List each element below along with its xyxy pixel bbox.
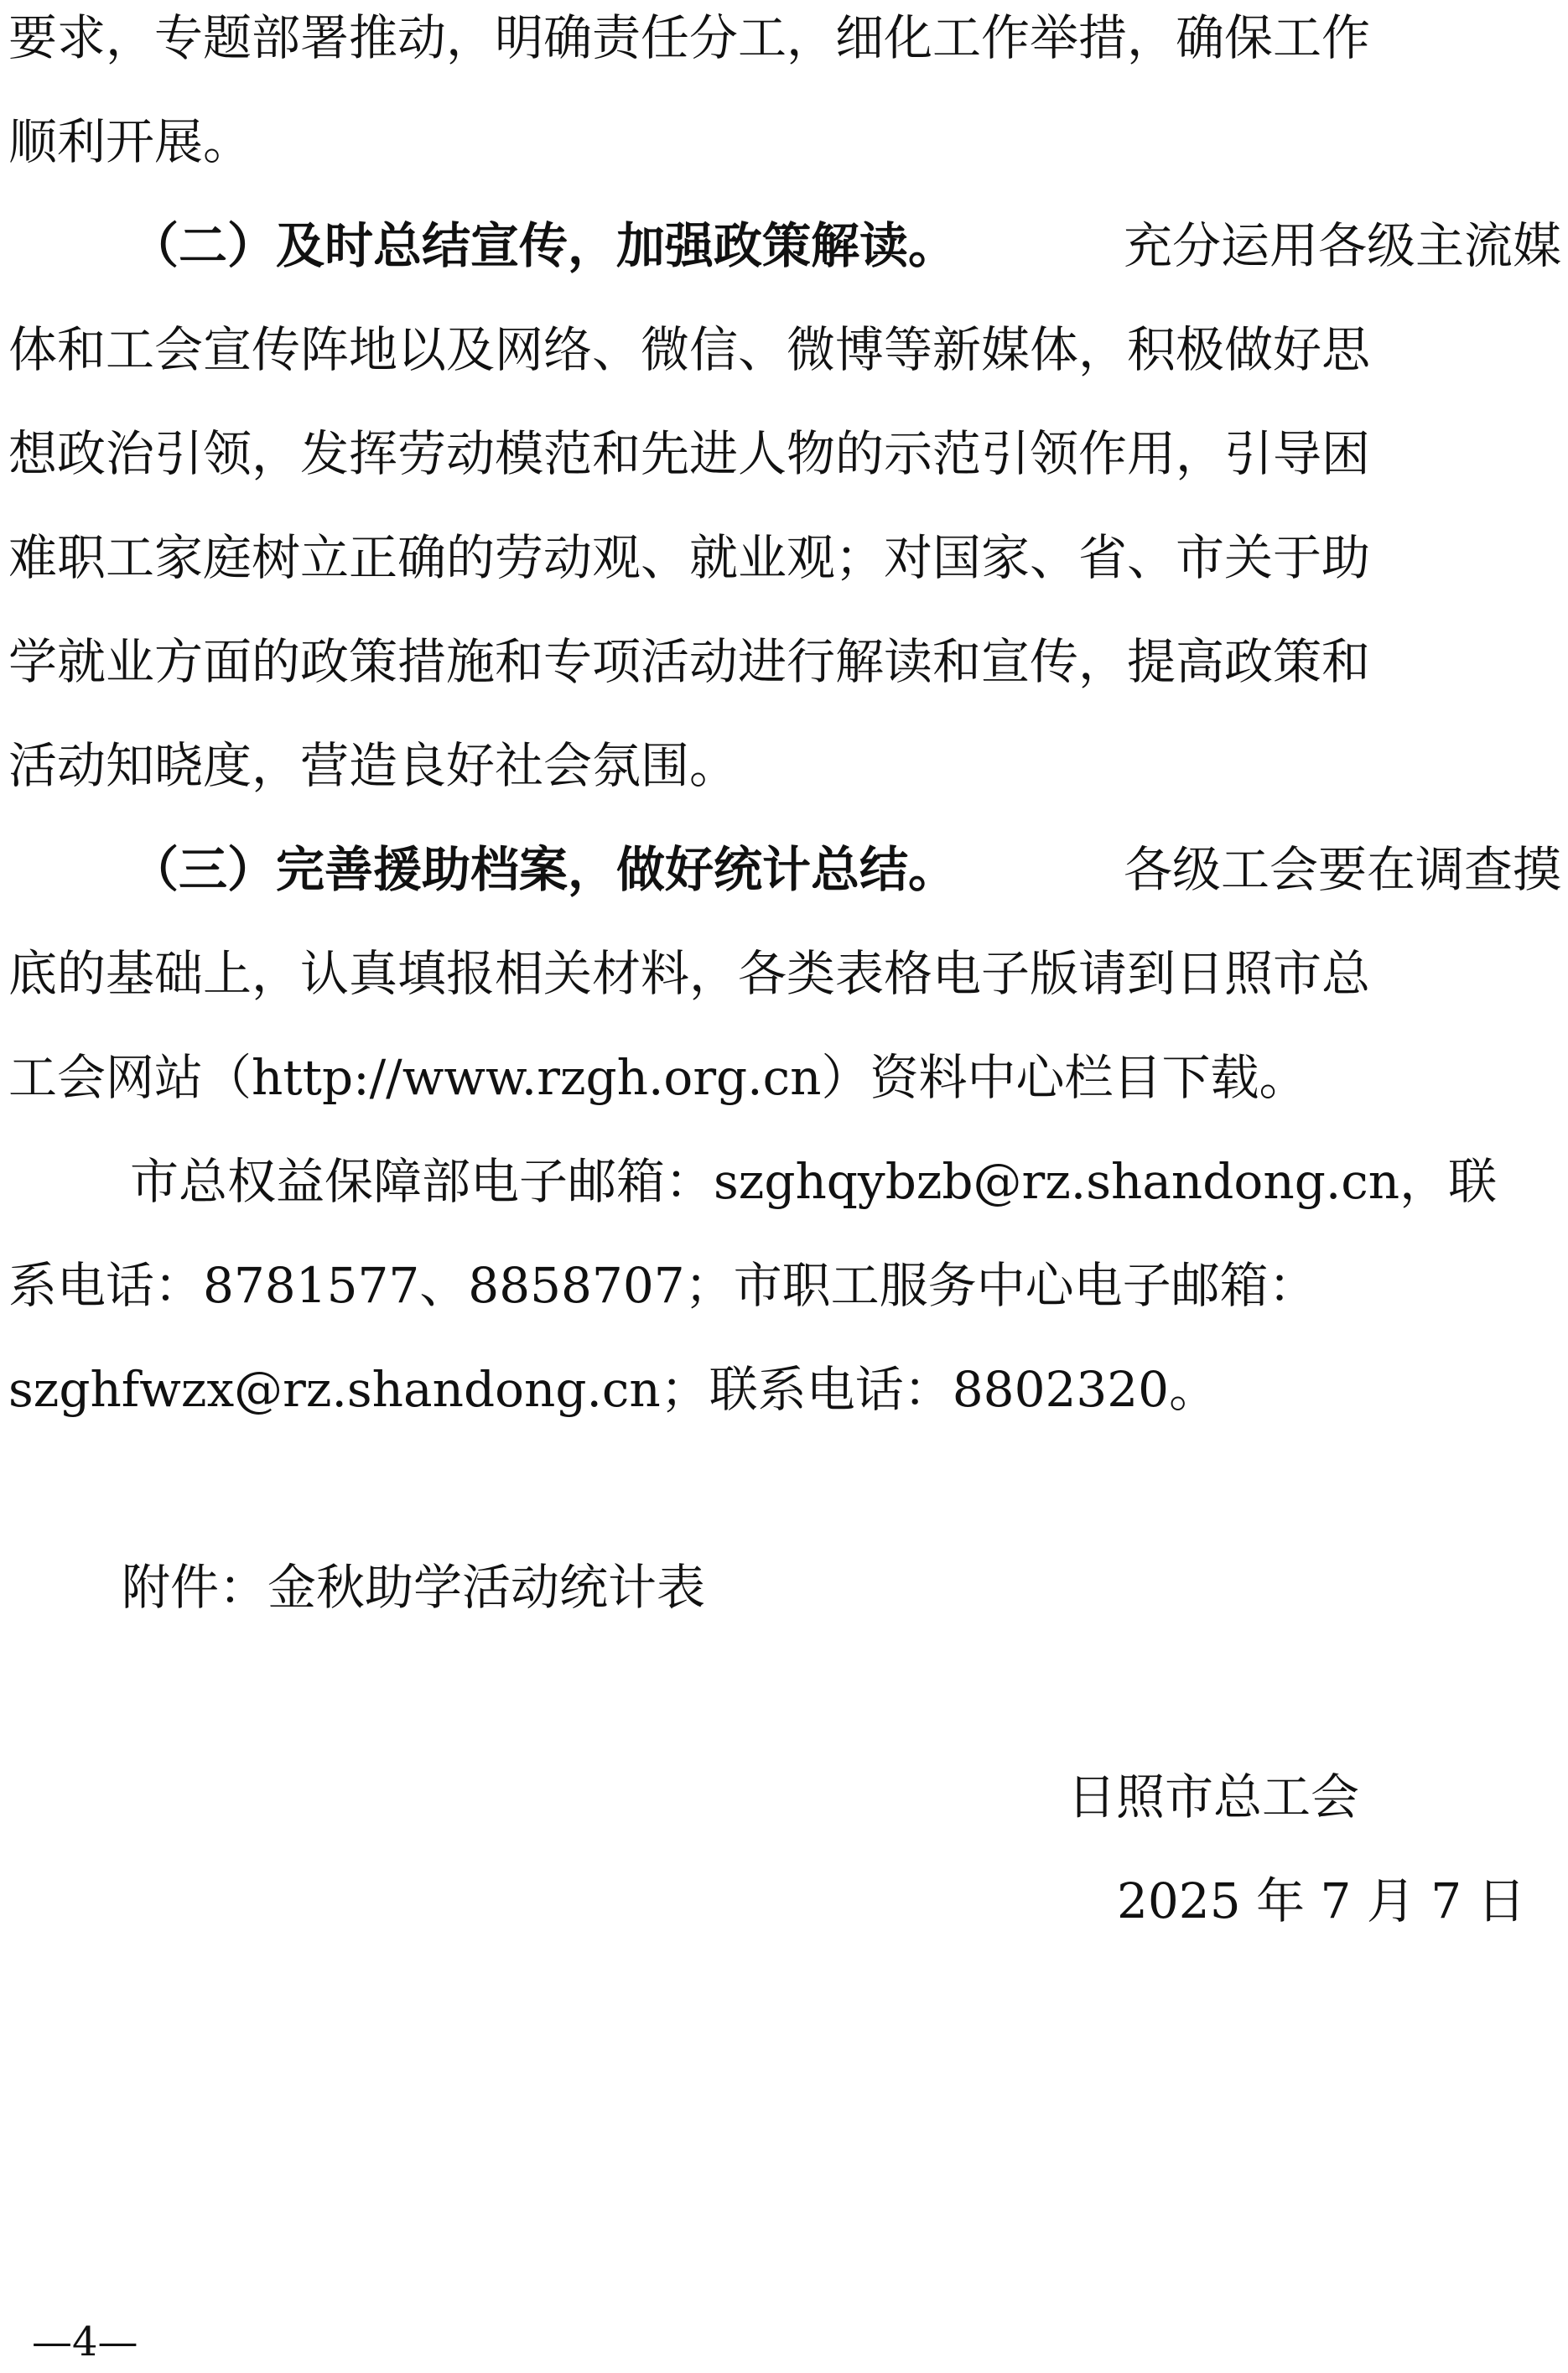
contact-line-3 — [8, 1360, 1561, 1419]
body-line-5 — [8, 424, 1561, 483]
body-line-1 — [8, 8, 1561, 67]
body-line-8 — [8, 736, 1561, 795]
email-contact-text: 市总权益保障部电子邮箱：szghqybzb@rz.shandong.cn，联 — [130, 1153, 1498, 1210]
body-line-4 — [8, 320, 1561, 379]
body-line-6 — [8, 528, 1561, 587]
body-line-2 — [8, 112, 1561, 171]
signer: 日照市总工会 — [1067, 1768, 1360, 1825]
phone-contact-text: 系电话：8781577、8858707；市职工服务中心电子邮箱： — [8, 1257, 1317, 1314]
section-3-text: 各级工会要在调查摸 — [1123, 841, 1561, 898]
section-3-heading-line — [8, 840, 1561, 899]
body-text: 难职工家庭树立正确的劳动观、就业观；对国家、省、市关于助 — [8, 529, 1371, 586]
body-line-11 — [8, 1048, 1561, 1107]
section-2-text: 充分运用各级主流媒 — [1123, 217, 1561, 274]
document-date: 2025 年 7 月 7 日 — [1117, 1872, 1526, 1929]
section-2-heading: （二）及时总结宣传，加强政策解读。 — [130, 217, 958, 274]
body-text: 要求，专题部署推动，明确责任分工，细化工作举措，确保工作 — [8, 9, 1371, 66]
email-phone-text: szghfwzx@rz.shandong.cn；联系电话：8802320。 — [8, 1361, 1218, 1418]
body-text: 底的基础上，认真填报相关材料，各类表格电子版请到日照市总 — [8, 945, 1371, 1002]
attachment-line: 附件：金秋助学活动统计表 — [122, 1559, 706, 1616]
website-text: 工会网站（http://www.rzgh.org.cn）资料中心栏目下载。 — [8, 1049, 1308, 1106]
page-number: —4— — [32, 2318, 138, 2365]
contact-line-2 — [8, 1256, 1561, 1315]
body-text: 顺利开展。 — [8, 113, 252, 170]
section-3-heading: （三）完善援助档案，做好统计总结。 — [130, 841, 958, 898]
body-text: 体和工会宣传阵地以及网络、微信、微博等新媒体，积极做好思 — [8, 321, 1371, 378]
body-text: 想政治引领，发挥劳动模范和先进人物的示范引领作用，引导困 — [8, 425, 1371, 482]
body-line-10 — [8, 944, 1561, 1003]
body-text: 活动知晓度，营造良好社会氛围。 — [8, 737, 739, 794]
section-2-heading-line — [8, 216, 1561, 275]
contact-line-1 — [8, 1152, 1561, 1211]
body-line-7 — [8, 632, 1561, 691]
body-text: 学就业方面的政策措施和专项活动进行解读和宣传，提高政策和 — [8, 633, 1371, 690]
